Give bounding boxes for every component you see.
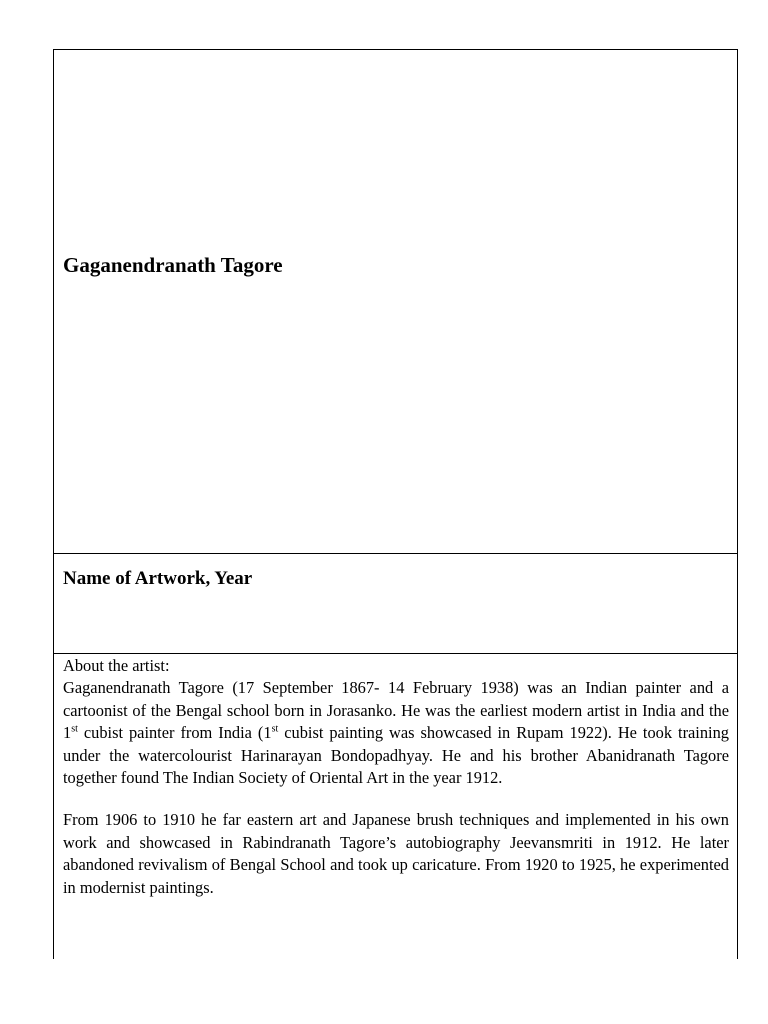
about-para1-part3: cubist painting was showcased in Rupam 1922). He took training under the watercolourist Harinarayan Bondopadhyay. He and his brother Abanidranath Tagore together found The Indian Society of Oriental Art in the year 1912. xyxy=(63,723,730,788)
about-paragraph-2: From 1906 to 1910 he far eastern art and Japanese brush techniques and implemented in his own work and showcased in Rabindranath Tagore’s autobiography Jeevansmriti in 1912. He later abandoned revivalism of Bengal School and took up caricature. From 1920 to 1925, he experimented in modernist paintings. xyxy=(63,810,729,897)
ordinal-suffix-2: st xyxy=(271,723,279,735)
artwork-title-cell xyxy=(54,554,737,654)
artist-info-table xyxy=(53,49,738,959)
about-para1-part1: Gaganendranath Tagore (17 September 1867- 14 February 1938) was an Indian painter and a cartoonist of the Bengal school born in Jorasanko. He was the earliest modern artist in India and the 1 xyxy=(63,678,729,743)
ordinal-suffix-1: st xyxy=(71,723,78,735)
about-para1-part2: cubist painter from India (1 xyxy=(77,723,272,743)
about-heading: About the artist: xyxy=(63,656,170,675)
about-artist-text xyxy=(63,655,729,899)
about-paragraph-1 xyxy=(63,677,729,789)
artwork-title: Name of Artwork, Year xyxy=(63,568,253,589)
artist-name: Gaganendranath Tagore xyxy=(63,253,283,277)
artist-name-cell xyxy=(54,50,737,554)
about-artist-cell xyxy=(54,654,737,960)
